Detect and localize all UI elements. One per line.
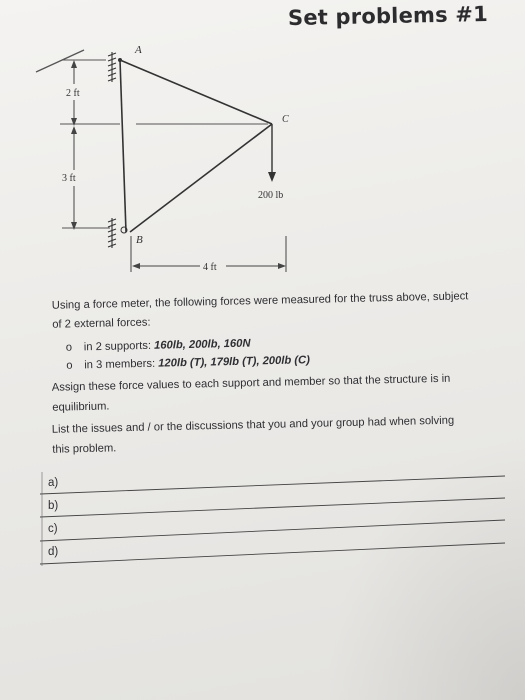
assign-paragraph: Assign these force values to each support and member so that the structure is in equilibrium. (51, 372, 451, 414)
label-A: A (135, 44, 142, 56)
load-label: 200 lb (258, 190, 284, 201)
answer-b-label: b) (48, 500, 59, 512)
dim-4ft: 4 ft (203, 262, 217, 273)
bullet-prefix: in 2 supports: (83, 339, 155, 354)
dim-2ft: 2 ft (66, 88, 80, 99)
label-C: C (282, 114, 289, 125)
answer-c-label: c) (48, 523, 58, 535)
bullet-marker: o (65, 341, 73, 354)
label-B: B (136, 234, 143, 246)
dim-3ft: 3 ft (62, 173, 76, 184)
page-title: Set problems #1 (287, 1, 489, 31)
bullet-values: 120lb (T), 179lb (T), 200lb (C) (158, 354, 311, 370)
answer-a-label: a) (48, 477, 59, 489)
bullet-values: 160lb, 200lb, 160N (153, 337, 251, 352)
intro-paragraph: Using a force meter, the following forces were measured for the truss above, subject of 2 external forces: (51, 290, 469, 331)
bullet-marker: o (66, 359, 73, 372)
answer-d-label: d) (48, 546, 59, 558)
issues-paragraph: List the issues and / or the discussions that you and your group had when solving this problem. (51, 414, 455, 456)
bullet-prefix: in 3 members: (84, 357, 159, 372)
